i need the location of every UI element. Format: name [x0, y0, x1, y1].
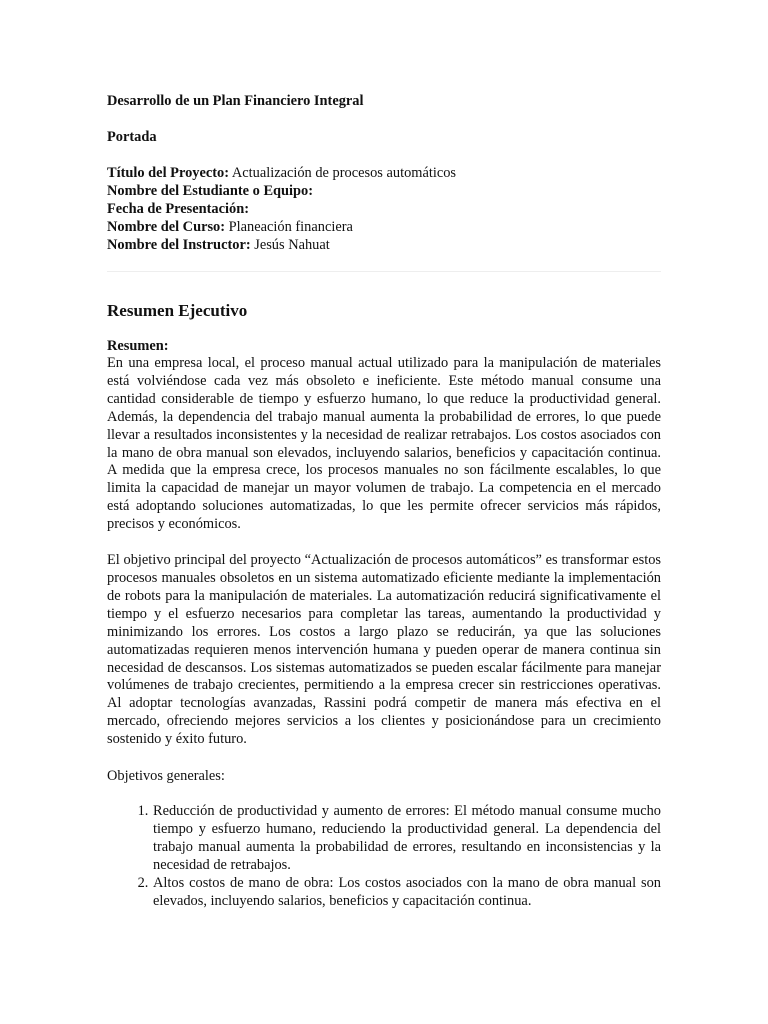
cover-meta	[107, 164, 661, 254]
resumen-paragraph-2: El objetivo principal del proyecto “Actualización de procesos automáticos” es transformar estos procesos manuales obsoletos en un sistema automatizado eficiente mediante la implementación de robots para la manipulación de materiales. La automatización reducirá significativamente el tiempo y el esfuerzo necesarios para completar las tareas, aumentando la productividad y minimizando los errores. Los costos a largo plazo se reducirán, ya que las soluciones automatizadas requieren menos intervención humana y pueden operar de manera continua sin necesidad de descansos. Los sistemas automatizados se pueden escalar fácilmente para manejar volúmenes de trabajo crecientes, permitiendo a la empresa crecer sin restricciones operativas. Al adoptar tecnologías avanzadas, Rassini podrá competir de manera más efectiva en el mercado, ofreciendo mejores servicios a los clientes y posicionándose para un crecimiento sostenido y éxito futuro.	[107, 552, 661, 748]
meta-course	[107, 218, 661, 236]
objetivos-label: Objetivos generales:	[107, 768, 225, 785]
document-title: Desarrollo de un Plan Financiero Integral	[107, 93, 364, 109]
portada-label: Portada	[107, 129, 157, 145]
meta-label: Nombre del Estudiante o Equipo:	[107, 183, 314, 199]
document-page	[107, 92, 661, 910]
resumen-label: Resumen:	[107, 338, 169, 354]
meta-label: Nombre del Curso:	[107, 219, 226, 235]
section-divider	[107, 271, 661, 272]
meta-value: Planeación financiera	[225, 219, 353, 235]
list-item: 2. Altos costos de mano de obra: Los costos asociados con la mano de obra manual son elevados, incluyendo salarios, beneficios y capacitación continua.	[152, 875, 661, 911]
meta-label: Nombre del Instructor:	[107, 237, 251, 253]
meta-label: Título del Proyecto:	[107, 165, 230, 181]
objetivos-list	[107, 803, 661, 910]
meta-student	[107, 182, 661, 200]
meta-date	[107, 200, 661, 218]
list-item: 1. Reducción de productividad y aumento de errores: El método manual consume mucho tiempo y esfuerzo humano, reduciendo la productividad general. La dependencia del trabajo manual aumenta la probabilidad de errores, resultando en inconsistencias y la necesidad de retrabajos.	[152, 803, 661, 875]
meta-instructor	[107, 236, 661, 254]
meta-value: Jesús Nahuat	[250, 237, 330, 253]
meta-label: Fecha de Presentación:	[107, 201, 250, 217]
meta-value: Actualización de procesos automáticos	[229, 165, 457, 181]
resumen-paragraph-1: En una empresa local, el proceso manual actual utilizado para la manipulación de materiales está volviéndose cada vez más obsoleto e ineficiente. Este método manual consume una cantidad considerable de tiempo y esfuerzo humano, lo que reduce la productividad general. Además, la dependencia del trabajo manual aumenta la probabilidad de errores, lo que puede llevar a resultados inconsistentes y la necesidad de realizar retrabajos. Los costos asociados con la mano de obra manual son elevados, incluyendo salarios, beneficios y capacitación continua. A medida que la empresa crece, los procesos manuales no son fácilmente escalables, lo que limita la capacidad de manejar un mayor volumen de trabajo. La competencia en el mercado está adoptando soluciones automatizadas, lo que les permite ofrecer servicios más rápidos, precisos y económicos.	[107, 355, 661, 533]
section-heading: Resumen Ejecutivo	[107, 301, 248, 320]
meta-project-title	[107, 164, 661, 182]
